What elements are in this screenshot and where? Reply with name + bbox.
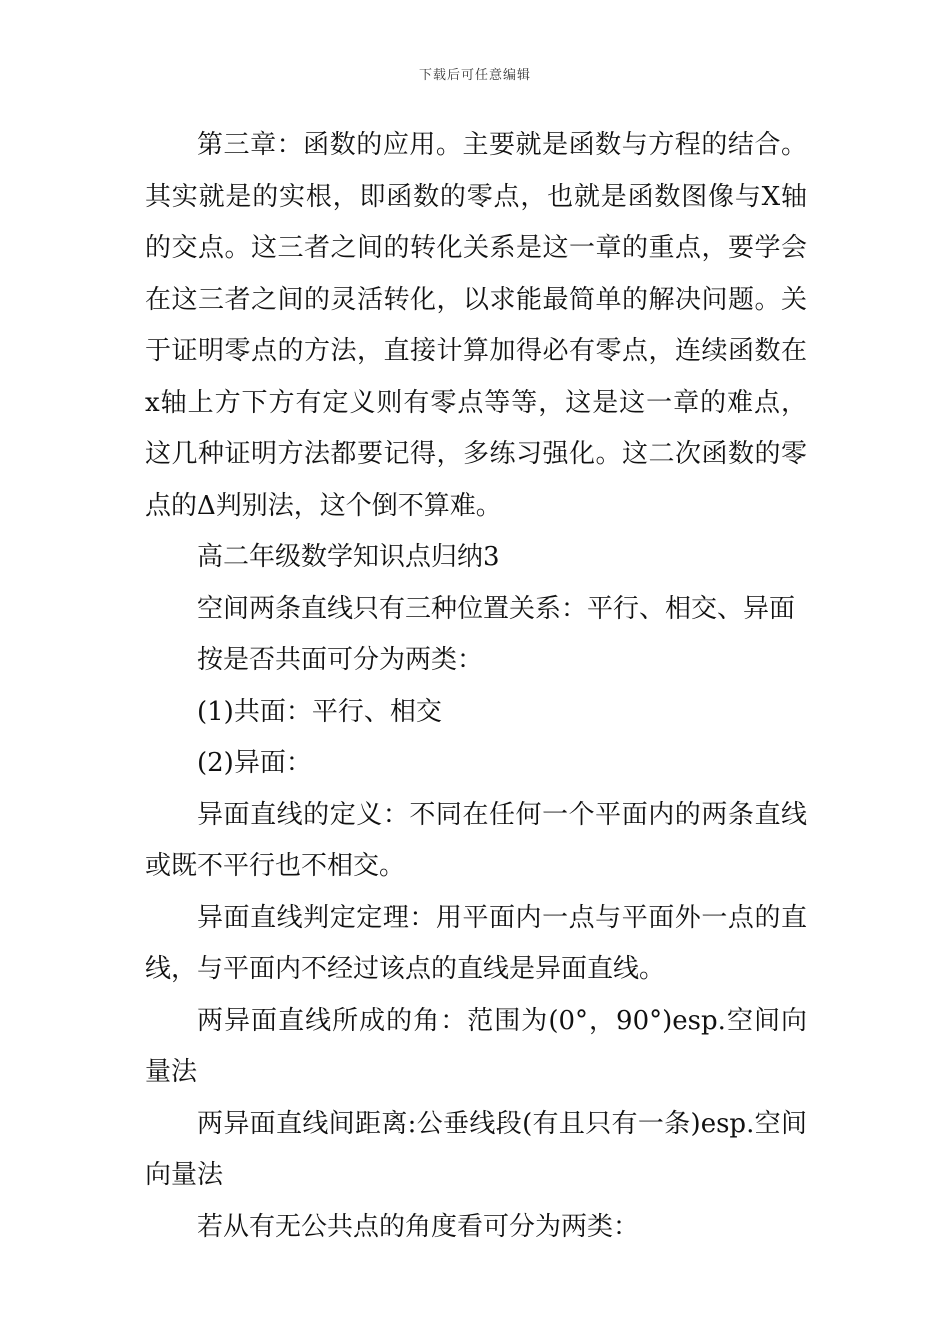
paragraph-skew-definition: 异面直线的定义：不同在任何一个平面内的两条直线或既不平行也不相交。 [145, 799, 807, 881]
paragraph-skew-angle: 两异面直线所成的角：范围为(0°，90°)esp.空间向量法 [145, 1005, 807, 1087]
paragraph-skew-distance: 两异面直线间距离:公垂线段(有且只有一条)esp.空间向量法 [145, 1108, 807, 1190]
paragraph-skew-theorem: 异面直线判定定理：用平面内一点与平面外一点的直线，与平面内不经过该点的直线是异面直线。 [145, 902, 807, 984]
paragraph-coplanar: (1)共面：平行、相交 [197, 696, 442, 727]
paragraph-line-relations: 空间两条直线只有三种位置关系：平行、相交、异面 [197, 593, 796, 624]
paragraph-coplanar-classes: 按是否共面可分为两类： [197, 645, 484, 675]
paragraph-function-application: 第三章：函数的应用。主要就是函数与方程的结合。其实就是的实根，即函数的零点，也就是函数图像与X轴的交点。这三者之间的转化关系是这一章的重点，要学会在这三者之间的灵活转化，以求能最简单的解决问题。关于证明零点的方法，直接计算加得必有零点，连续函数在x轴上方下方有定义则有零点等等，这是这一章的难点，这几种证明方法都要记得，多练习强化。这二次函数的零点的Δ判别法，这个倒不算难。 [145, 130, 807, 521]
paragraph-common-points: 若从有无公共点的角度看可分为两类： [197, 1211, 640, 1242]
section-heading: 高二年级数学知识点归纳3 [197, 542, 500, 572]
page-header: 下载后可任意编辑 [418, 68, 531, 83]
document-body [145, 120, 807, 1253]
paragraph-skew: (2)异面： [197, 748, 312, 778]
